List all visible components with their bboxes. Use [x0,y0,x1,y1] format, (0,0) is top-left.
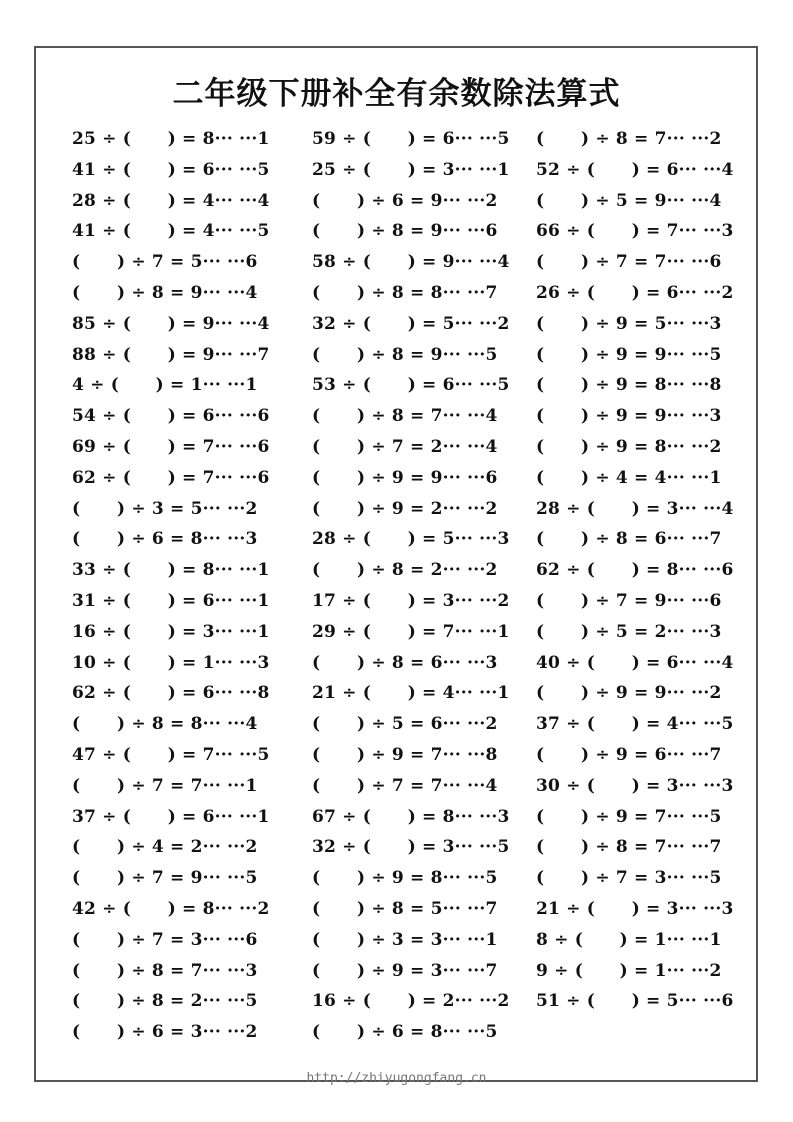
page-title: 二年级下册补全有余数除法算式 [172,76,621,112]
division-problem: ( ) ÷ 8 = 6··· ···3 [312,652,498,673]
division-problem: 41 ÷ ( ) = 6··· ···5 [72,159,270,180]
division-problem: 40 ÷ ( ) = 6··· ···4 [536,652,734,673]
division-problem: ( ) ÷ 8 = 9··· ···4 [72,282,258,303]
division-problem: 21 ÷ ( ) = 3··· ···3 [536,898,734,919]
division-problem: ( ) ÷ 9 = 9··· ···5 [536,344,722,365]
division-problem: 37 ÷ ( ) = 4··· ···5 [536,714,734,735]
division-problem: 53 ÷ ( ) = 6··· ···5 [312,375,510,396]
division-problem: 51 ÷ ( ) = 5··· ···6 [536,991,734,1012]
division-problem: 69 ÷ ( ) = 7··· ···6 [72,436,270,457]
division-problem: 59 ÷ ( ) = 6··· ···5 [312,129,510,149]
problem-column-3 [536,124,734,1017]
division-problem: 30 ÷ ( ) = 3··· ···3 [536,775,734,796]
division-problem: ( ) ÷ 8 = 5··· ···7 [312,898,498,919]
division-problem: 58 ÷ ( ) = 9··· ···4 [312,252,510,273]
division-problem: ( ) ÷ 3 = 5··· ···2 [72,498,258,519]
division-problem: ( ) ÷ 8 = 2··· ···5 [72,991,258,1012]
problem-column-2 [312,124,510,1048]
division-problem: ( ) ÷ 9 = 9··· ···3 [536,406,722,427]
division-problem: ( ) ÷ 7 = 3··· ···6 [72,929,258,950]
division-problem: 67 ÷ ( ) = 8··· ···3 [312,806,510,827]
division-problem: 88 ÷ ( ) = 9··· ···7 [72,344,270,365]
division-problem: ( ) ÷ 9 = 8··· ···2 [536,436,722,457]
division-problem: ( ) ÷ 3 = 3··· ···1 [312,929,498,950]
problem-column-1 [72,124,270,1048]
division-problem: ( ) ÷ 9 = 8··· ···5 [312,868,498,889]
division-problem: 41 ÷ ( ) = 4··· ···5 [72,221,270,242]
division-problem: ( ) ÷ 7 = 9··· ···6 [536,590,722,611]
division-problem: ( ) ÷ 8 = 7··· ···4 [312,406,498,427]
division-problem: ( ) ÷ 9 = 9··· ···2 [536,683,722,704]
division-problem: ( ) ÷ 9 = 2··· ···2 [312,498,498,519]
division-problem: ( ) ÷ 8 = 7··· ···3 [72,960,258,981]
division-problem: ( ) ÷ 6 = 8··· ···3 [72,529,258,550]
division-problem: 26 ÷ ( ) = 6··· ···2 [536,282,734,303]
division-problem: ( ) ÷ 7 = 3··· ···5 [536,868,722,889]
division-problem: 28 ÷ ( ) = 4··· ···4 [72,190,270,211]
division-problem: 10 ÷ ( ) = 1··· ···3 [72,652,270,673]
division-problem: 8 ÷ ( ) = 1··· ···1 [536,929,722,950]
division-problem: ( ) ÷ 5 = 6··· ···2 [312,714,498,735]
division-problem: 62 ÷ ( ) = 7··· ···6 [72,467,270,488]
division-problem: ( ) ÷ 9 = 3··· ···7 [312,960,498,981]
division-problem: ( ) ÷ 7 = 2··· ···4 [312,436,498,457]
division-problem: 28 ÷ ( ) = 3··· ···4 [536,498,734,519]
division-problem: 9 ÷ ( ) = 1··· ···2 [536,960,722,981]
division-problem: 4 ÷ ( ) = 1··· ···1 [72,375,258,396]
division-problem: ( ) ÷ 8 = 7··· ···2 [536,129,722,149]
division-problem: ( ) ÷ 4 = 4··· ···1 [536,467,722,488]
division-problem: ( ) ÷ 7 = 7··· ···4 [312,775,498,796]
division-problem: 16 ÷ ( ) = 2··· ···2 [312,991,510,1012]
division-problem: 29 ÷ ( ) = 7··· ···1 [312,621,510,642]
division-problem: ( ) ÷ 6 = 3··· ···2 [72,1022,258,1043]
division-problem: ( ) ÷ 9 = 7··· ···8 [312,744,498,765]
division-problem: 42 ÷ ( ) = 8··· ···2 [72,898,270,919]
footer-url: http://zhiyugongfang.cn [306,1071,487,1086]
division-problem: 62 ÷ ( ) = 6··· ···8 [72,683,270,704]
division-problem: ( ) ÷ 6 = 8··· ···5 [312,1022,498,1043]
division-problem: ( ) ÷ 8 = 8··· ···4 [72,714,258,735]
division-problem: 21 ÷ ( ) = 4··· ···1 [312,683,510,704]
division-problem: ( ) ÷ 7 = 9··· ···5 [72,868,258,889]
division-problem: ( ) ÷ 6 = 9··· ···2 [312,190,498,211]
division-problem: ( ) ÷ 5 = 2··· ···3 [536,621,722,642]
division-problem: ( ) ÷ 9 = 5··· ···3 [536,313,722,334]
division-problem: 54 ÷ ( ) = 6··· ···6 [72,406,270,427]
division-problem: 25 ÷ ( ) = 3··· ···1 [312,159,510,180]
division-problem: ( ) ÷ 8 = 6··· ···7 [536,529,722,550]
division-problem: ( ) ÷ 5 = 9··· ···4 [536,190,722,211]
division-problem: ( ) ÷ 8 = 2··· ···2 [312,560,498,581]
division-problem: ( ) ÷ 8 = 9··· ···5 [312,344,498,365]
division-problem: 28 ÷ ( ) = 5··· ···3 [312,529,510,550]
division-problem: 52 ÷ ( ) = 6··· ···4 [536,159,734,180]
division-problem: ( ) ÷ 9 = 8··· ···8 [536,375,722,396]
division-problem: 17 ÷ ( ) = 3··· ···2 [312,590,510,611]
division-problem: 31 ÷ ( ) = 6··· ···1 [72,590,270,611]
division-problem: 33 ÷ ( ) = 8··· ···1 [72,560,270,581]
division-problem: 25 ÷ ( ) = 8··· ···1 [72,129,270,149]
division-problem: 32 ÷ ( ) = 3··· ···5 [312,837,510,858]
division-problem: ( ) ÷ 7 = 7··· ···6 [536,252,722,273]
division-problem: 37 ÷ ( ) = 6··· ···1 [72,806,270,827]
division-problem: ( ) ÷ 7 = 5··· ···6 [72,252,258,273]
division-problem: 85 ÷ ( ) = 9··· ···4 [72,313,270,334]
division-problem: 62 ÷ ( ) = 8··· ···6 [536,560,734,581]
division-problem: 32 ÷ ( ) = 5··· ···2 [312,313,510,334]
division-problem: ( ) ÷ 8 = 9··· ···6 [312,221,498,242]
division-problem: ( ) ÷ 9 = 6··· ···7 [536,744,722,765]
division-problem: ( ) ÷ 8 = 8··· ···7 [312,282,498,303]
division-problem: ( ) ÷ 9 = 7··· ···5 [536,806,722,827]
division-problem: ( ) ÷ 8 = 7··· ···7 [536,837,722,858]
division-problem: ( ) ÷ 4 = 2··· ···2 [72,837,258,858]
division-problem: 47 ÷ ( ) = 7··· ···5 [72,744,270,765]
division-problem: ( ) ÷ 7 = 7··· ···1 [72,775,258,796]
division-problem: 66 ÷ ( ) = 7··· ···3 [536,221,734,242]
division-problem: 16 ÷ ( ) = 3··· ···1 [72,621,270,642]
division-problem: ( ) ÷ 9 = 9··· ···6 [312,467,498,488]
